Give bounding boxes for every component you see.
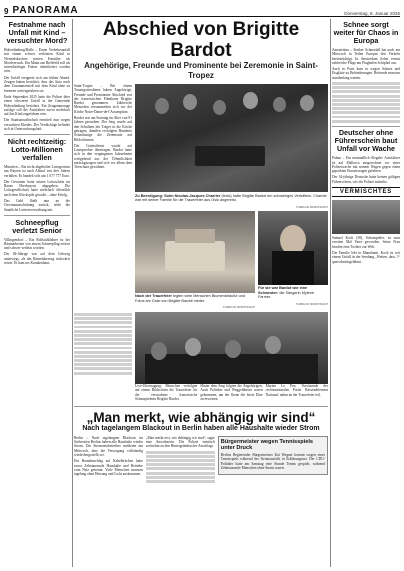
story-subheadline: Nach tagelangem Blackout in Berlin haben alle Haushalte wieder Strom xyxy=(82,424,320,432)
article-paragraph: Hohenlimburg/Halle – Einen Verkehrsunfall mit einem schwer verletzten Kind in Wermelskirchen werten Ermittler als Mordversuch. Ein Mann aus Bielefeld soll als tatverdächtiger Fahrer identifiziert worden sein. xyxy=(4,48,70,74)
article-paragraph: Die Gottesdienst wurde auf Lautsprecher übertragen. Bardot hatte sich in den vergangenen Jahrzehnten weitgehend aus der Öffentlichkeit zurückgezogen und sich vor allem dem Tierschutz gewidmet. xyxy=(74,143,132,170)
main-column xyxy=(74,19,328,567)
article-paragraph: Marine Le Pen, Vorsitzende der rechtsnationalen Partei Rassemblement National, nahm an der Trauerfeier teil. xyxy=(265,384,328,397)
article-paragraph: Auch in Paris kam es wegen Schnee und Eisglätte zu Behinderungen. Reisende mussten stundenlang warten. xyxy=(332,67,400,80)
divider xyxy=(332,126,400,127)
article-headline: Schnee sorgt weiter für Chaos in Europa xyxy=(333,20,399,45)
caption-bold: Nach der Trauerfeier xyxy=(135,294,172,298)
article-paragraph: Ein Brandanschlag auf Kabelbrücken hatte zuvor Zehntausende Haushalte und Betriebe vom Netz getrennt. Viele Menschen mussten tagelang ohne Heizung und Licht auskommen. xyxy=(74,459,143,477)
article-paragraph: Der Gewinner hatte seinen Lottoschein im Raum Oberbayern abgegeben. Die Lottogesellschaft hatte mehrfach öffentlich nach dem Glückspilz gesucht – ohne Erfolg. xyxy=(4,179,70,197)
grave-flowers-photo xyxy=(135,211,255,293)
right-column xyxy=(332,19,400,567)
article-paragraph: Der Unfall ereignete sich am frühen Abend. Zeugen hatten berichtet, dass das Auto nach dem Zusammenstoß mit dem Kind ohne zu bremsen weitergefahren sei. xyxy=(4,75,70,93)
divider xyxy=(74,406,328,407)
article-headline: Festnahme nach Unfall mit Kind – versuchter Mord? xyxy=(6,20,68,45)
divider xyxy=(4,215,70,216)
caption-text: (links) hatte Brigitte Bardot ein schwieriges Verhältnis. Charrier war mit seiner Familie für die Trauerfeier aus Oslo angereist. xyxy=(135,193,327,202)
divider xyxy=(4,134,70,135)
lead-text-column xyxy=(74,84,132,311)
photo-caption xyxy=(135,294,255,303)
column-divider xyxy=(330,19,331,567)
caption-bold: Zu Beerdigung: Sohn Nicolas-Jacques Charrier xyxy=(135,193,221,198)
info-box xyxy=(218,436,328,476)
article-paragraph: Das Geld fließt nun an die Gewinnausschüttung zurück, teilte die Staatliche Lotterieverwaltung mit. xyxy=(4,199,70,212)
page-number: 9 xyxy=(4,7,9,16)
left-column xyxy=(4,19,70,567)
article-paragraph: Die Staatsanwaltschaft ermittelt nun wegen versuchten Mordes. Der Verdächtige befindet sich in Untersuchungshaft. xyxy=(4,118,70,132)
article-paragraph: Live-Übertragung: Menschen verfolgen auf einem Bildschirm die Trauerfeier für die verstorbene französische Schauspielerin Brigitte Bardot. xyxy=(135,384,198,401)
article-paragraph: Villingendorf – Ein Rollstuhlfahrer ist bei Räumarbeiten von einem Schneepflug erfasst und schwer verletzt worden. xyxy=(4,237,70,251)
caption-bold: Für sie war Bardot wie eine Schwester: xyxy=(258,286,308,295)
page-header xyxy=(4,2,400,17)
body-text-block xyxy=(74,313,132,375)
article-paragraph: Hinter dem Sarg folgten die Angehörigen. Auch Politiker und Weggefährten waren gekommen, um der Ikone die letzte Ehre zu erweisen. xyxy=(200,384,263,401)
article-paragraph: Die Familie lebt in Mannheim. Koch ist seit einem Unfall in der Sendung „Wetten, dass..?“ querschnittsgelähmt. xyxy=(332,250,400,264)
article-paragraph: Der 34-jährige Deutsche hatte keinen gültigen Führerschein, wie die Polizei mitteilte. xyxy=(332,175,400,184)
text-column xyxy=(74,312,132,403)
article-headline: Deutscher ohne Führerschein baut Unfall vor Wache xyxy=(334,128,398,154)
column-divider xyxy=(72,19,73,567)
issue-date: Donnerstag, 8. Januar 2026 xyxy=(344,11,400,16)
info-box-text: Berlins Regierender Bürgermeister Kai Wegner kommt wegen eines Tennisspiels während des Stromausfalls in Erklärungsnot. Der CDU-Politiker hatte am Samstag eine Stunde Tennis gespielt, während Zehntausende Menschen ohne Strom waren. xyxy=(220,453,325,470)
article-paragraph: Berlin – Nach tagelangem Blackout im Südwesten Berlins haben alle Haushalte wieder Strom. Die Stromnetzbetreiber meldeten am Mittwoch, dass die Versorgung vollständig wiederhergestellt sei. xyxy=(74,435,143,457)
article-paragraph: München – Ein nicht abgeholter Lottogewinn aus Bayern ist nach Ablauf von drei Jahren verfallen. Es handelt sich um 1 077 777 Euro. xyxy=(4,164,70,178)
article-paragraph: Ende September 2025 hatte die Polizei über einen schweren Unfall in der Gemeinde Hohenlimburg berichtet. Ein Zeugenaussage zufolge soll der Autofahrer zuvor mehrfach auf das Kind zugefahren sein. xyxy=(4,94,70,117)
live-screening-photo xyxy=(135,312,328,384)
section-title: PANORAMA xyxy=(12,5,79,16)
lead-subheadline: Angehörige, Freunde und Prominente bei Zeremonie in Saint-Tropez xyxy=(84,61,318,80)
article-headline: Nicht rechtzeitig: Lotto-Millionen verfallen xyxy=(7,136,67,162)
story-headline: „Man merkt, wie abhängig wir sind“ xyxy=(86,409,316,425)
section-label: VERMISCHTES xyxy=(332,187,400,197)
caption-text: legten viele Menschen Blumensträuße und Fotos am Grab von Brigitte Bardot nieder. xyxy=(135,294,245,303)
photo-credit: THIBAUD MORITZ/AFP xyxy=(295,204,328,209)
photo-caption xyxy=(135,194,328,203)
caption-text: die Sängerin Mylène Farmer. xyxy=(258,290,314,299)
mourner-portrait-photo xyxy=(258,211,328,285)
photo-credit: THIBAUD MORITZ/AFP xyxy=(222,305,255,309)
article-paragraph: Amsterdam – Starker Schneefall hat auch am Mittwoch in Teilen Europas den Verkehr beeinträchtigt. In Amsterdam fielen erneut zahlreiche Flüge am Flughafen Schiphol aus. xyxy=(332,48,400,65)
photo-caption xyxy=(258,286,328,300)
article-paragraph: Der 84-Jährige war auf dem Gehweg unterwegs, als das Räumfahrzeug rückwärts setzte. Er kam ins Krankenhaus. xyxy=(4,252,70,265)
funeral-procession-photo xyxy=(135,84,328,192)
portrait-photo xyxy=(332,200,400,234)
article-paragraph: Samuel Koch (38), Schauspieler, ist zum zweiten Mal Vater geworden. Seine Frau brachte eine Tochter zur Welt. xyxy=(332,236,400,249)
body-text-block xyxy=(146,451,215,483)
body-text-block xyxy=(332,82,400,123)
lead-headline: Abschied von Brigitte Bardot xyxy=(102,19,300,61)
article-paragraph: Saint-Tropez – Bei einem Trauergottesdienst haben Angehörige, Freunde und Prominente Abschied von der französischen Filmikone Brigitte Bardot genommen. Zahlreiche Menschen versammelten sich vor der Kirche Notre-Dame-de-l'Assomption. xyxy=(74,84,132,114)
article-paragraph: Palma – Ein mutmaßlich illegaler Autofahrer ist auf Mallorca ausgerechnet vor einer Polizeiwache mit seinem Wagen gegen einen geparkten Einsatzwagen gefahren. xyxy=(332,156,400,174)
article-paragraph: „Man merkt erst, wie abhängig wir sind“, sagte eine Anwohnerin. Die Polizei ermittelt weiterhin zu den Hintergründen des Anschlags. xyxy=(145,435,215,449)
article-paragraph: Bardot war am Sonntag im Alter von 91 Jahren gestorben. Der Sarg wurde auf den Schultern der Träger in die Kirche getragen, draußen verfolgten Hunderte Schaulustige die Zeremonie auf Bildschirmen. xyxy=(74,116,132,142)
info-box-headline: Bürgermeister wegen Tennisspiels unter Druck xyxy=(220,438,314,452)
photo-credit: THIBAUD MORITZ/AFP xyxy=(295,301,328,306)
article-headline: Schneepflug verletzt Senior xyxy=(12,217,62,235)
photo-area xyxy=(135,84,328,311)
